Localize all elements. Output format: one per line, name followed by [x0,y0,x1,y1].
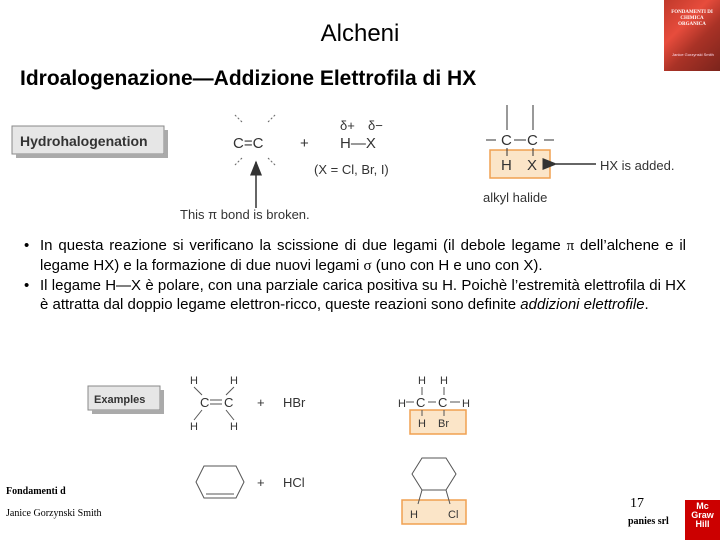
hydrohalogenation-figure [0,100,720,230]
svg-text:Br: Br [438,418,449,430]
svg-text:C: C [416,395,426,410]
svg-text:+: + [257,395,265,410]
product-h: H [501,157,512,174]
svg-text:H: H [230,421,238,433]
product-highlight-box [490,150,550,178]
svg-text:H: H [418,375,426,387]
delta-minus: δ− [368,118,383,133]
delta-plus: δ+ [340,118,355,133]
svg-text:H: H [190,375,198,387]
book-cover-title: FONDAMENTI DI CHIMICA ORGANICA [671,10,713,27]
emphasis-text: addizioni elettrofile [520,296,645,313]
reagent-hx: H—X [340,135,376,152]
svg-text:H: H [440,375,448,387]
svg-text:+: + [257,475,265,490]
svg-text:H: H [190,421,198,433]
alkene-label: C=C [233,135,264,152]
hydrohalogenation-label: Hydrohalogenation [20,133,148,149]
slide-subtitle: Idroalogenazione—Addizione Elettrofila di HX [20,67,477,90]
book-cover-author: Janice Gorzynski Smith [672,52,714,57]
bullet-dot: • [24,277,30,294]
mcgraw-hill-logo: Mc Graw Hill [685,500,720,540]
footer-right: panies srl [628,516,669,527]
bullet-item: • Il legame H—X è polare, con una parziale carica positiva su H. Poichè l’estremità elettrofila di HX è attratta dal doppio legame elettron-ricco, queste reazioni sono definite addizioni elettrofile. [24,277,686,313]
product-carbon-2: C [527,132,538,149]
svg-text:H: H [418,418,426,430]
svg-text:H: H [230,375,238,387]
page-number: 17 [630,496,644,511]
bullet-item: • In questa reazione si verificano la scissione di due legami (il debole legame π dell’alchene e il legame HX) e la formazione di due nuovi legami σ (uno con H e uno con X). [24,237,686,274]
footer-left [6,481,102,525]
svg-text:H: H [410,509,418,521]
book-cover-image [664,0,720,71]
product-carbon-1: C [501,132,512,149]
footer-left-line2: Janice Gorzynski Smith [6,508,102,519]
sigma-symbol: σ [363,258,372,274]
hx-added-note: HX is added. [600,158,675,173]
svg-text:Cl: Cl [448,509,459,521]
examples-figure [0,362,720,540]
svg-text:C: C [224,395,234,410]
footer-left-line1: Fondamenti d [6,486,66,497]
x-options: (X = Cl, Br, I) [314,162,389,177]
reagent-hbr: HBr [283,395,306,410]
bullet-dot: • [24,237,30,254]
examples-label: Examples [94,394,146,406]
product-x: X [527,157,538,174]
svg-text:H: H [462,398,470,410]
svg-text:C: C [438,395,448,410]
pi-symbol: π [566,238,575,254]
slide-title: Alcheni [320,20,400,47]
svg-text:C: C [200,395,210,410]
pi-bond-note: This π bond is broken. [180,207,310,222]
product-label: alkyl halide [483,190,548,205]
svg-text:H: H [398,398,406,410]
plus-sign: + [300,135,309,152]
bullet-list [24,236,686,314]
reagent-hcl: HCl [283,475,305,490]
